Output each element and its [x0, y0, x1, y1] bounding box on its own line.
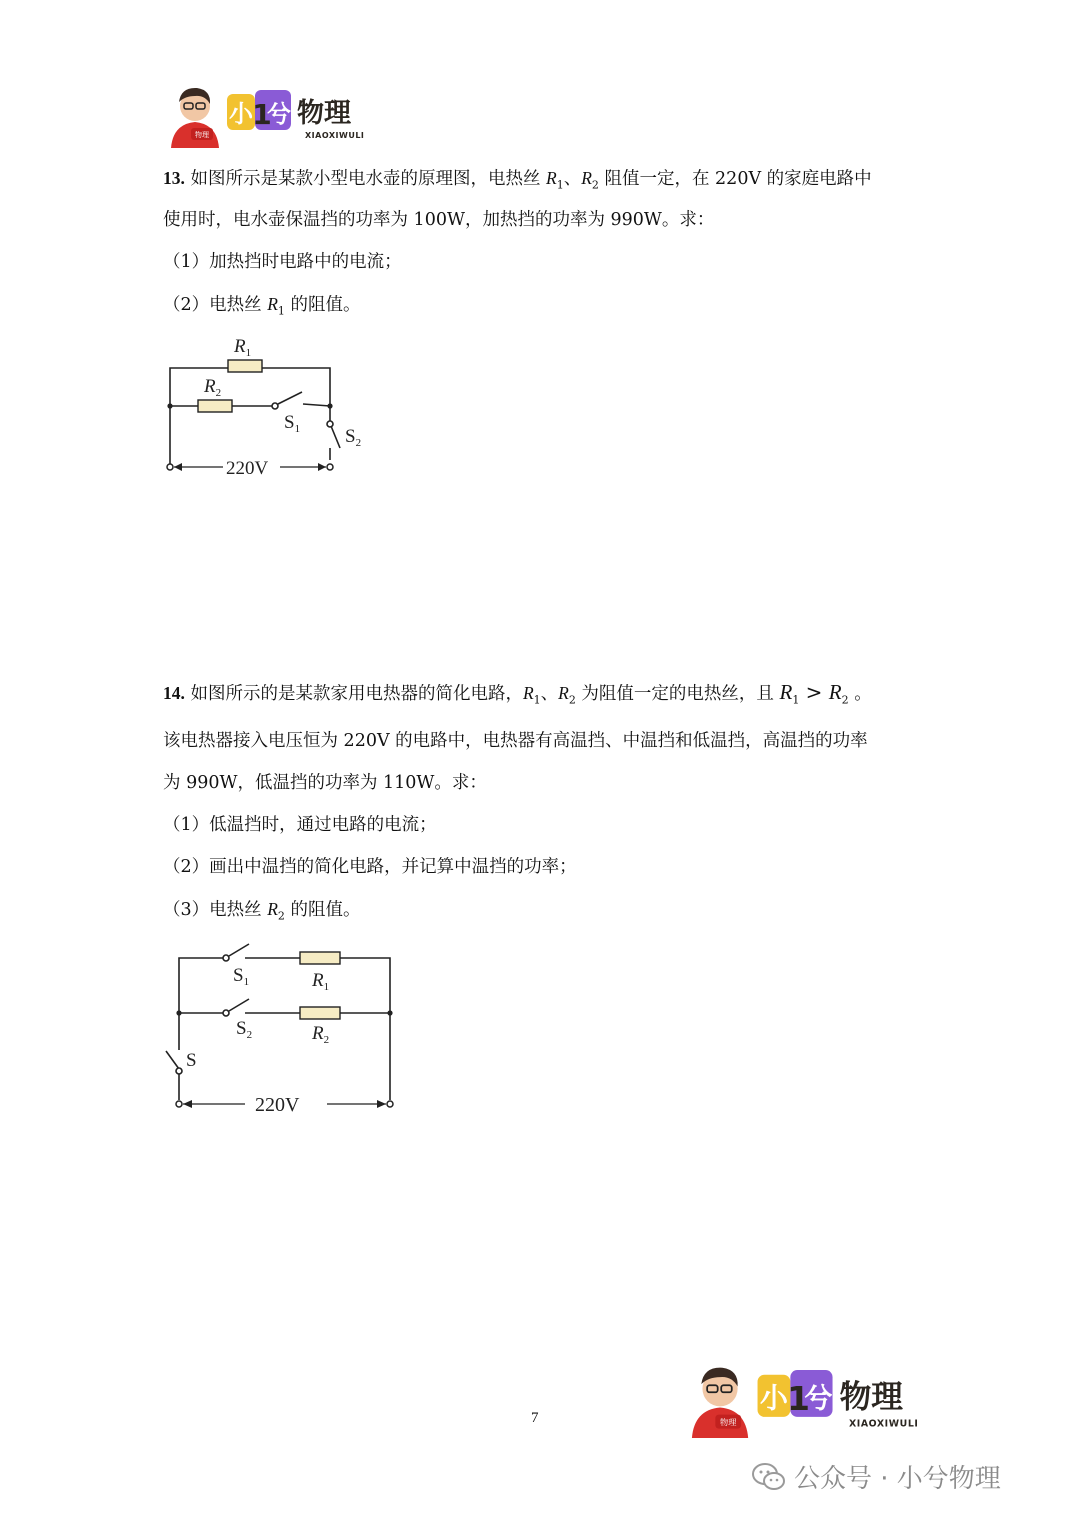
terminal-left: [176, 1101, 182, 1107]
q14-ineq-op: >: [799, 680, 829, 704]
switch-s2: [327, 421, 340, 448]
logo-char-small: 小: [229, 100, 253, 128]
q13-line-1: [163, 166, 872, 198]
q14-r2-sub: 2: [568, 693, 576, 707]
q14-sub-1: （1）低温挡时，通过电路的电流；: [163, 815, 437, 835]
switch-s1: [272, 392, 302, 409]
brand-logo-top: [165, 84, 370, 148]
switch-s: [166, 1051, 182, 1074]
logo-title: 物理: [297, 98, 351, 129]
q13-circuit-diagram: [160, 330, 380, 480]
brand-logo-bottom: [680, 1363, 930, 1438]
q14-r1: R: [522, 683, 534, 703]
junction-node: [167, 403, 172, 408]
logo-title: 物理: [839, 1379, 903, 1416]
label-s: S: [186, 1050, 197, 1071]
q13-r1-sub: 1: [556, 178, 564, 192]
q13-r1: R: [546, 168, 557, 188]
arrowhead-right: [318, 463, 326, 471]
resistor-r1: [300, 952, 340, 964]
q14-sub-2: （2）画出中温挡的简化电路，并记算中温挡的功率；: [163, 857, 577, 877]
page-number: 7: [531, 1410, 539, 1426]
q13-r2: R: [581, 168, 592, 188]
junction-node: [387, 1010, 392, 1015]
q14-ineq-r1: R: [779, 680, 793, 704]
logo-pinyin: XIAOXIWULI: [305, 131, 365, 140]
arrowhead-left: [174, 463, 182, 471]
logo-char-small: 小: [759, 1381, 788, 1415]
label-voltage: 220V: [226, 458, 269, 479]
q13-number: 13.: [163, 168, 185, 188]
mascot-icon: [171, 88, 219, 148]
label-r1: $R_1$: [234, 336, 252, 359]
wechat-account-text: 公众号 · 小兮物理: [794, 1464, 1001, 1494]
arrowhead-left: [183, 1100, 192, 1108]
junction-node: [327, 403, 332, 408]
q13-sub2-text-b: 的阻值。: [284, 295, 361, 315]
q13-sub-1: （1）加热挡时电路中的电流；: [163, 252, 402, 272]
q14-line1-end: 。: [848, 684, 872, 704]
logo-digit: 1: [252, 98, 272, 131]
q14-r2: R: [558, 683, 569, 703]
resistor-r2: [198, 400, 232, 412]
q13-line-2: 使用时，电水壶保温挡的功率为 100W，加热挡的功率为 990W。求：: [163, 210, 715, 230]
q13-sub2-text-a: （2）电热丝: [163, 295, 268, 315]
q13-sub-2: [163, 292, 360, 324]
terminal-right: [387, 1101, 393, 1107]
label-s1: $S_1$: [233, 965, 250, 988]
q14-line-1: [163, 680, 872, 713]
arrowhead-right: [377, 1100, 386, 1108]
resistor-r1: [228, 360, 262, 372]
q13-text-1a: 如图所示是某款小型电水壶的原理图，电热丝: [190, 169, 547, 189]
label-voltage: 220V: [255, 1094, 300, 1116]
q14-sub3-r: R: [267, 899, 278, 919]
q14-sub-3: [163, 897, 360, 929]
q14-number: 14.: [163, 683, 185, 703]
q14-ineq-r2-sub: 2: [841, 693, 849, 707]
label-r1: $R_1$: [312, 970, 330, 993]
label-r2: $R_2$: [204, 376, 222, 399]
q14-sub3-r-sub: 2: [277, 909, 285, 923]
q14-line-2: 该电热器接入电压恒为 220V 的电路中，电热器有高温挡、中温挡和低温挡，高温挡的功率: [163, 731, 868, 751]
q14-sub3-text-b: 的阻值。: [284, 900, 361, 920]
terminal-left: [167, 464, 173, 470]
q14-circuit-diagram: [165, 938, 405, 1118]
terminal-right: [327, 464, 333, 470]
q13-sub2-r-sub: 1: [277, 304, 285, 318]
wechat-icon: [752, 1462, 786, 1492]
q13-r2-sub: 2: [591, 178, 599, 192]
q14-sep: 、: [540, 684, 559, 704]
q14-r1-sub: 1: [533, 693, 541, 707]
q14-ineq-r2: R: [828, 680, 842, 704]
logo-pinyin: XIAOXIWULI: [848, 1418, 919, 1430]
label-s2: $S_2$: [236, 1018, 253, 1041]
q14-sub3-text-a: （3）电热丝: [163, 900, 268, 920]
logo-char-mid: 兮: [804, 1381, 833, 1415]
q14-text-1a: 如图所示的是某款家用电热器的简化电路，: [190, 684, 523, 704]
resistor-r2: [300, 1007, 340, 1019]
q13-sub2-r: R: [267, 294, 278, 314]
mascot-tag: 物理: [720, 1417, 737, 1428]
q14-ineq-r1-sub: 1: [792, 693, 800, 707]
q14-text-1b: 为阻值一定的电热丝，且: [575, 684, 780, 704]
junction-node: [176, 1010, 181, 1015]
q13-sep: 、: [563, 169, 582, 189]
wechat-watermark: [752, 1458, 1001, 1495]
q13-text-1b: 阻值一定，在 220V 的家庭电路中: [598, 169, 872, 189]
mascot-icon: [692, 1368, 748, 1438]
label-s2: $S_2$: [345, 426, 362, 449]
mascot-tag: 物理: [195, 131, 209, 139]
logo-digit: 1: [787, 1379, 810, 1418]
label-s1: $S_1$: [284, 412, 301, 435]
logo-char-mid: 兮: [267, 100, 291, 128]
label-r2: $R_2$: [312, 1023, 330, 1046]
q14-line-3: 为 990W，低温挡的功率为 110W。求：: [163, 773, 487, 793]
